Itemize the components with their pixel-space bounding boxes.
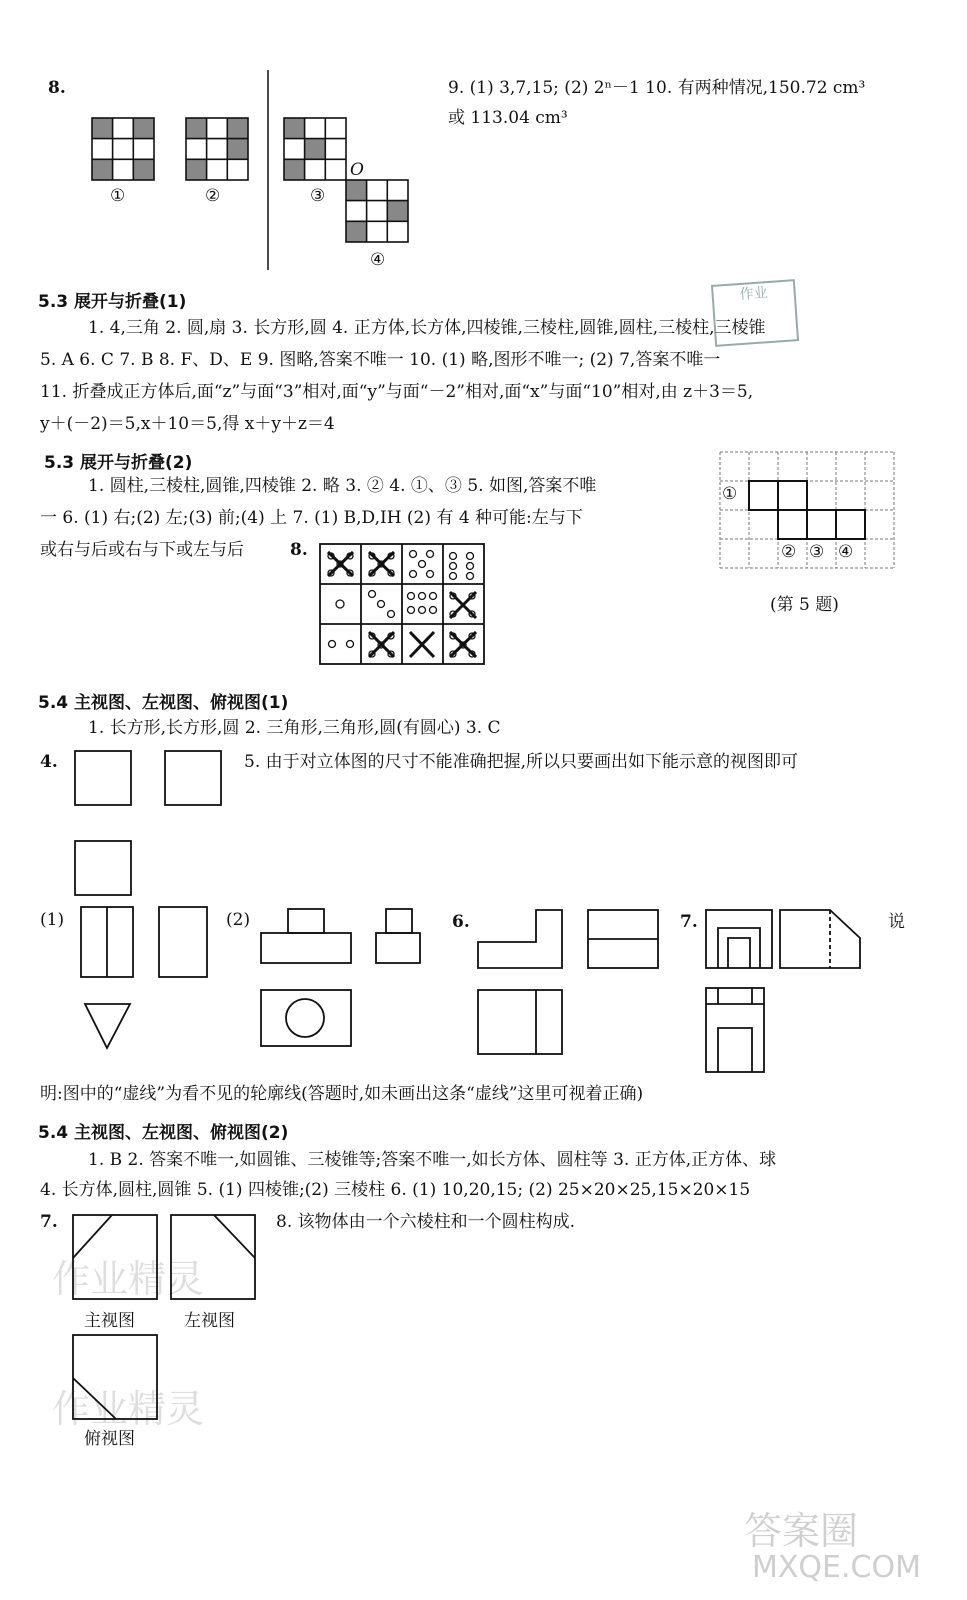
view-label: 左视图 — [184, 1311, 235, 1331]
answer-line: 5. A 6. C 7. B 8. F、D、E 9. 图略,答案不唯一 10. (1) 略,图形不唯一; (2) 7,答案不唯一 — [40, 350, 721, 370]
left-view — [170, 1214, 256, 1300]
q5-1-views — [80, 906, 230, 1056]
grid-figure-1 — [92, 118, 154, 180]
unfold-grid-figure — [720, 452, 894, 568]
watermark: 作业精灵 — [52, 1257, 205, 1301]
answer-line: y＋(－2)＝5,x＋10＝5,得 x＋y＋z＝4 — [40, 414, 335, 434]
grid-figure-4 — [346, 180, 408, 242]
divider-line — [266, 70, 270, 270]
watermark: 答案圈 — [744, 1509, 859, 1553]
top-view — [72, 1334, 158, 1420]
answer-line: 一 6. (1) 右;(2) 左;(3) 前;(4) 上 7. (1) B,D,IH (2) 有 4 种可能:左与下 — [40, 508, 583, 528]
front-view — [72, 1214, 158, 1300]
answer-line: 1. 长方形,长方形,圆 2. 三角形,三角形,圆(有圆心) 3. C — [88, 718, 501, 738]
figure-label: ③ — [310, 186, 326, 206]
answer-line: 1. B 2. 答案不唯一,如圆锥、三棱锥等;答案不唯一,如长方体、圆柱等 3. 正方体,正方体、球 — [88, 1150, 777, 1170]
origin-label: O — [350, 160, 364, 180]
view-label: 主视图 — [84, 1311, 135, 1331]
watermark: 作业精灵 — [52, 1387, 205, 1431]
figure-caption: (第 5 题) — [770, 595, 839, 615]
section-title: 5.4 主视图、左视图、俯视图(1) — [38, 693, 289, 713]
answer-line: 1. 4,三角 2. 圆,扇 3. 长方形,圆 4. 正方体,长方体,四棱锥,三棱柱,圆锥,圆柱,三棱柱,三棱锥 — [88, 318, 766, 338]
figure-label: ③ — [809, 542, 825, 562]
q6-views — [476, 908, 662, 1056]
section-title: 5.3 展开与折叠(1) — [38, 292, 187, 312]
question-number: 7. — [40, 1212, 58, 1232]
q7-views — [704, 908, 874, 1074]
section-title: 5.4 主视图、左视图、俯视图(2) — [38, 1123, 289, 1143]
part-label: (2) — [226, 910, 251, 930]
watermark: MXQE.COM — [752, 1550, 921, 1585]
figure-label: ④ — [370, 250, 386, 270]
question-number: 8. — [290, 540, 308, 560]
answer-line: 4. 长方体,圆柱,圆锥 5. (1) 四棱锥;(2) 三棱柱 6. (1) 10,20,15; (2) 25×20×25,15×20×15 — [40, 1180, 751, 1200]
q10-answer-cont: 或 113.04 cm³ — [448, 108, 568, 128]
answer-line: 明:图中的“虚线”为看不见的轮廓线(答题时,如未画出这条“虚线”这里可视着正确) — [40, 1084, 644, 1104]
question-number: 7. — [680, 912, 698, 932]
question-number: 4. — [40, 752, 58, 772]
figure-label: ① — [110, 186, 126, 206]
part-label: (1) — [40, 910, 65, 930]
answer-line: 或右与后或右与下或左与后 — [40, 540, 244, 560]
figure-label: ② — [205, 186, 221, 206]
answer-line: 1. 圆柱,三棱柱,圆锥,四棱锥 2. 略 3. ② 4. ①、③ 5. 如图,答案不唯 — [88, 476, 597, 496]
figure-label: ④ — [838, 542, 854, 562]
q5-2-views — [258, 908, 428, 1050]
answer-line: 8. 该物体由一个六棱柱和一个圆柱构成. — [276, 1212, 576, 1232]
question-number: 8. — [48, 78, 66, 98]
grid-figure-3 — [284, 118, 346, 180]
square-view-left — [164, 750, 222, 806]
answer-line: 5. 由于对立体图的尺寸不能准确把握,所以只要画出如下能示意的视图即可 — [244, 752, 799, 772]
answer-line: 11. 折叠成正方体后,面“z”与面“3”相对,面“y”与面“－2”相对,面“x”与面“10”相对,由 z＋3＝5, — [40, 382, 754, 402]
square-view-top — [74, 840, 132, 896]
square-view-front — [74, 750, 132, 806]
view-label: 俯视图 — [84, 1429, 135, 1449]
figure-label: ① — [722, 484, 738, 504]
grid-figure-2 — [186, 118, 248, 180]
dice-grid-figure — [320, 544, 484, 664]
section-title: 5.3 展开与折叠(2) — [44, 453, 193, 473]
question-number: 6. — [452, 912, 470, 932]
q9-q10-answer: 9. (1) 3,7,15; (2) 2ⁿ－1 10. 有两种情况,150.72 cm³ — [448, 78, 866, 98]
stamp-text: 作业 — [739, 285, 769, 304]
figure-label: ② — [781, 542, 797, 562]
answer-line: 说 — [888, 912, 905, 932]
